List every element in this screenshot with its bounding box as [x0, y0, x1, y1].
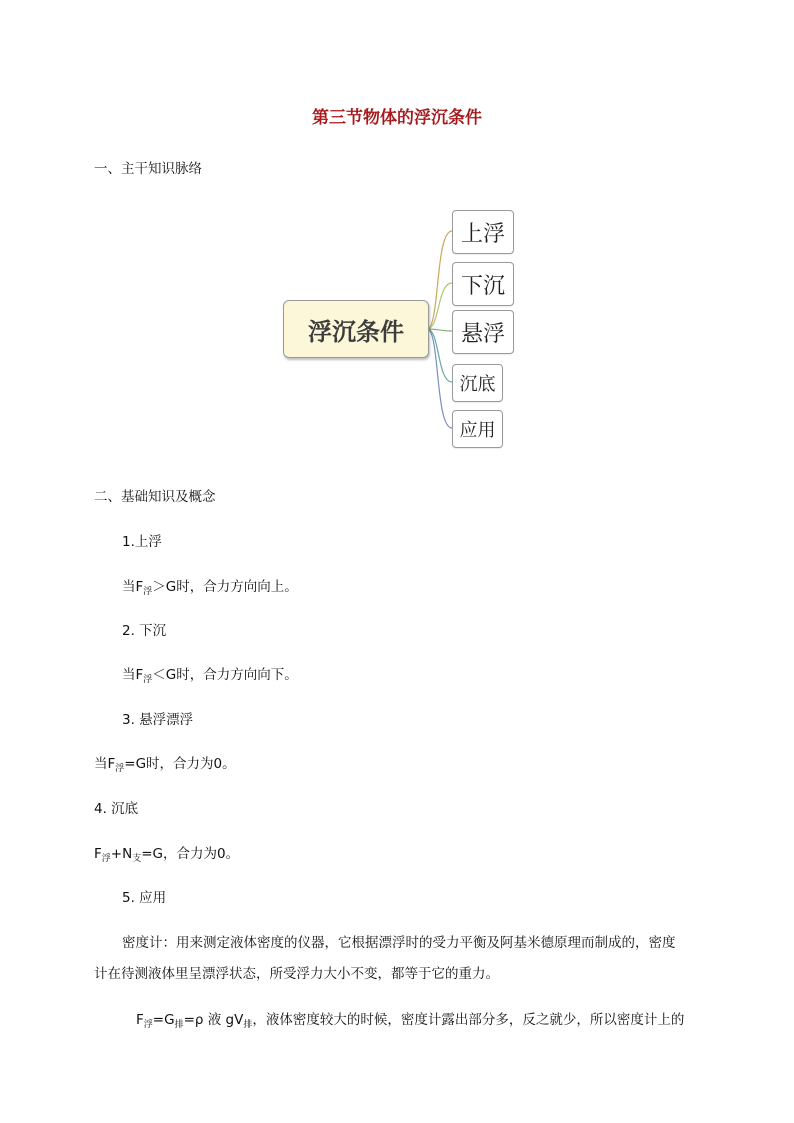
densimeter-formula-line: $F_浮=G_排=\rho$ 液 $gV_排$，液体密度较大的时候，密度计露出部分多，反之就少，所以密度计上的: [136, 1012, 685, 1030]
item-3-text: 当$F_浮=G$时，合力为0。: [94, 756, 236, 774]
mindmap-node-xuanfu: 悬浮: [452, 310, 514, 354]
mindmap-node-chendi: 沉底: [452, 364, 503, 402]
page-title: 第三节物体的浮沉条件: [312, 108, 482, 128]
mindmap-node-shangfu: 上浮: [452, 210, 514, 254]
connector-4: [427, 329, 452, 382]
mindmap-node-xiachen: 下沉: [452, 262, 514, 306]
mindmap-node-yingyong: 应用: [452, 410, 503, 448]
section-2-heading: 二、基础知识及概念: [94, 489, 216, 505]
connector-1: [427, 231, 452, 329]
item-4-text: $F_浮+N_支=G$，合力为0。: [94, 846, 240, 864]
connector-5: [427, 329, 452, 428]
item-3-heading: 3. 悬浮漂浮: [122, 712, 194, 728]
densimeter-para-line-2: 计在待测液体里呈漂浮状态，所受浮力大小不变，都等于它的重力。: [94, 966, 499, 982]
item-1-text: 当$F_浮>G$时，合力方向向上。: [122, 579, 298, 597]
connector-2: [427, 283, 452, 329]
item-2-text: 当$F_浮<G$时，合力方向向下。: [122, 667, 298, 685]
mindmap-center-node: 浮沉条件: [283, 300, 429, 358]
item-1-heading: 1.上浮: [122, 534, 162, 550]
densimeter-para-line-1: 密度计：用来测定液体密度的仪器，它根据漂浮时的受力平衡及阿基米德原理而制成的，密度: [122, 935, 676, 951]
item-4-heading: 4. 沉底: [94, 801, 139, 817]
connector-3: [427, 329, 452, 331]
section-1-heading: 一、主干知识脉络: [94, 161, 202, 177]
item-2-heading: 2. 下沉: [122, 623, 167, 639]
item-5-heading: 5. 应用: [122, 890, 167, 906]
mindmap-connectors: [0, 0, 794, 470]
